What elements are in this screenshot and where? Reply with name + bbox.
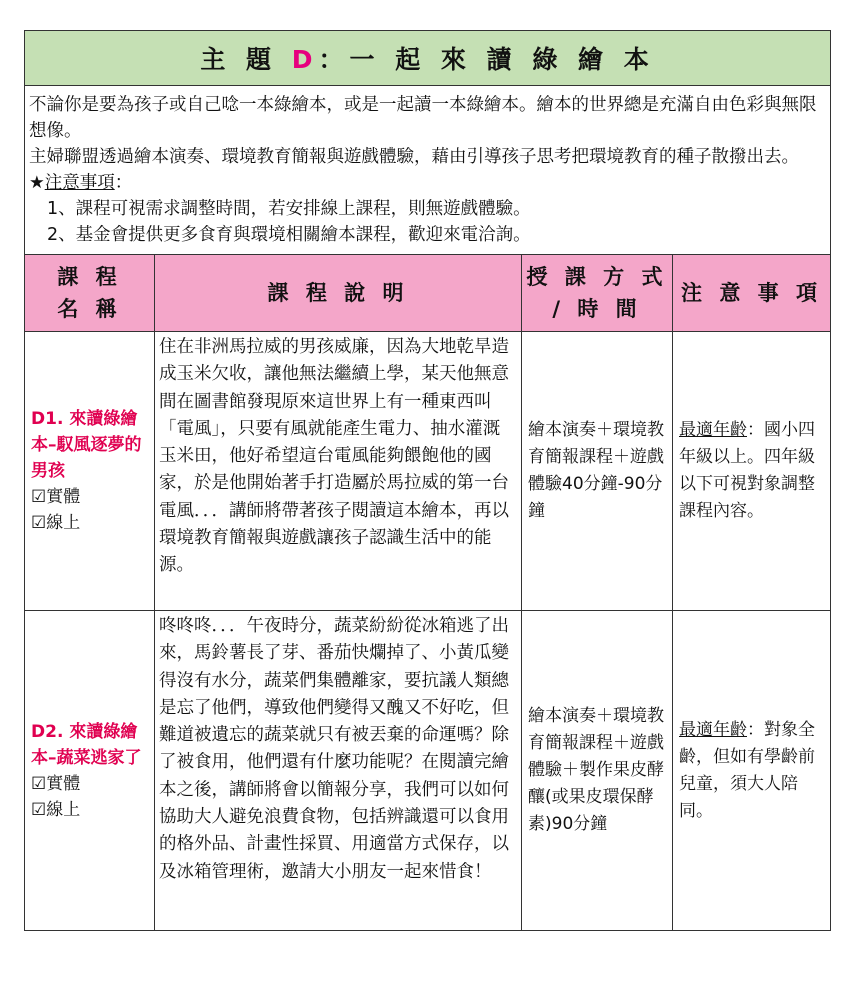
star-icon: ★: [29, 173, 45, 193]
header-method-line2: / 時 間: [552, 297, 642, 321]
table-row: [25, 611, 831, 931]
age-label: 最適年齡: [679, 420, 747, 440]
header-method-line1: 授 課 方 式: [526, 265, 668, 289]
note-item-1: 1、課程可視需求調整時間，若安排線上課程，則無遊戲體驗。: [47, 199, 531, 219]
notes-label: 注意事項: [44, 173, 115, 193]
course-method: 繪本演奏＋環境教育簡報課程＋遊戲體驗＋製作果皮酵釀(或果皮環保酵素)90分鐘: [522, 611, 673, 931]
notes-heading: [29, 170, 826, 196]
course-description: 咚咚咚．．．午夜時分，蔬菜紛紛從冰箱逃了出來，馬鈴薯長了芽、番茄快爛掉了、小黃瓜變得沒有水分，蔬菜們集體離家，要抗議人類總是忘了他們，導致他們變得又醜又不好吃，但難道被遺忘的蔬菜就只有被丟棄的命運嗎？除了被食用，他們還有什麼功能呢？在閱讀完繪本之後，講師將會以簡報分享，我們可以如何協助大人避免浪費食物，包括辨識還可以食用的格外品、計畫性採買、用適當方式保存，以及冰箱管理術，邀請大小朋友一起來惜食！: [155, 611, 522, 931]
course-option-online: ☑線上: [31, 799, 81, 820]
course-title: D2. 來讀綠繪本–蔬菜逃家了: [31, 721, 142, 768]
course-name-cell: [25, 611, 155, 931]
notes-colon: ：: [114, 173, 133, 193]
course-option-physical: ☑實體: [31, 487, 81, 507]
note-item-2: 2、基金會提供更多食育與環境相關繪本課程，歡迎來電洽詢。: [47, 225, 531, 245]
course-option-physical: ☑實體: [31, 773, 81, 794]
intro-section: [25, 86, 831, 255]
intro-paragraph-1: 不論你是要為孩子或自己唸一本綠繪本，或是一起讀一本綠繪本。繪本的世界總是充滿自由色彩與無限想像。: [29, 95, 817, 141]
course-name-cell: [25, 332, 155, 611]
course-option-online: ☑線上: [31, 513, 81, 533]
course-notes: [673, 611, 831, 931]
course-sheet: [24, 30, 830, 931]
page-title: [25, 31, 831, 86]
header-course-name: [25, 255, 155, 332]
title-prefix: 主 題: [200, 45, 292, 74]
header-course-name-line2: 名 稱: [57, 297, 122, 321]
course-notes: [673, 332, 831, 611]
header-notes: 注 意 事 項: [673, 255, 831, 332]
header-method: [522, 255, 673, 332]
age-label: 最適年齡: [679, 719, 747, 740]
age-text: ：國小四年級以上。四年級以下可視對象調整課程內容。: [679, 420, 815, 521]
course-description: 住在非洲馬拉威的男孩威廉，因為大地乾旱造成玉米欠收，讓他無法繼續上學，某天他無意間在圖書館發現原來這世界上有一種東西叫「電風」，只要有風就能產生電力、抽水灌溉玉米田，他好希望這台電風能夠餵飽他的國家，於是他開始著手打造屬於馬拉威的第一台電風．．．講師將帶著孩子閱讀這本繪本，再以環境教育簡報與遊戲讓孩子認識生活中的能源。: [155, 332, 522, 611]
header-course-desc: 課 程 說 明: [155, 255, 522, 332]
course-table: [24, 30, 831, 931]
table-row: [25, 332, 831, 611]
age-text: ：對象全齡，但如有學齡前兒童，須大人陪同。: [679, 719, 815, 821]
course-title: D1. 來讀綠繪本–馭風逐夢的男孩: [31, 409, 142, 481]
table-header-row: [25, 255, 831, 332]
course-method: 繪本演奏＋環境教育簡報課程＋遊戲體驗40分鐘-90分鐘: [522, 332, 673, 611]
intro-paragraph-2: 主婦聯盟透過繪本演奏、環境教育簡報與遊戲體驗，藉由引導孩子思考把環境教育的種子散撥出去。: [29, 147, 799, 167]
title-letter: D: [291, 45, 319, 74]
title-suffix: ：一 起 來 讀 綠 繪 本: [318, 45, 655, 74]
header-course-name-line1: 課 程: [57, 265, 122, 289]
